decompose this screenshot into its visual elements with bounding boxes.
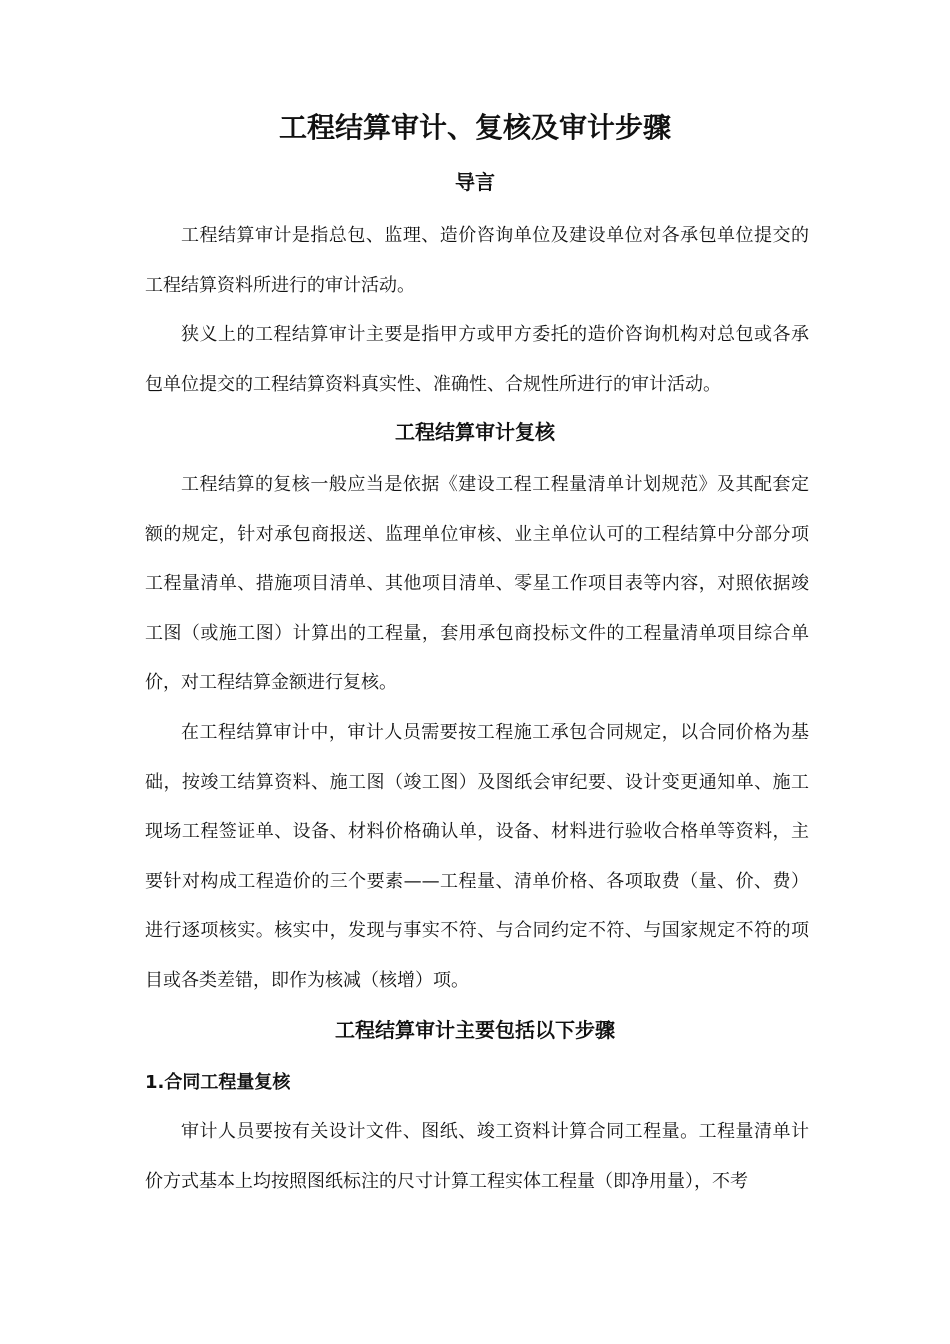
section-heading-intro: 导言: [455, 170, 495, 194]
section-heading-review: 工程结算审计复核: [395, 420, 555, 444]
document-title: 工程结算审计、复核及审计步骤: [278, 111, 671, 144]
subsection-heading-contract-quantity: 1.合同工程量复核: [145, 1072, 291, 1093]
review-paragraph-1: 工程结算的复核一般应当是依据《建设工程工程量清单计划规范》及其配套定额的规定，针对承包商报送、监理单位审核、业主单位认可的工程结算中分部分项工程量清单、措施项目清单、其他项目清单、零星工作项目表等内容，对照依据竣工图（或施工图）计算出的工程量，套用承包商投标文件的工程量清单项目综合单价，对工程结算金额进行复核。: [145, 474, 809, 694]
review-paragraph-2: 在工程结算审计中，审计人员需要按工程施工承包合同规定，以合同价格为基础，按竣工结算资料、施工图（竣工图）及图纸会审纪要、设计变更通知单、施工现场工程签证单、设备、材料价格确认单，设备、材料进行验收合格单等资料，主要针对构成工程造价的三个要素——工程量、清单价格、各项取费（量、价、费）进行逐项核实。核实中，发现与事实不符、与合同约定不符、与国家规定不符的项目或各类差错，即作为核减（核增）项。: [145, 722, 809, 991]
intro-paragraph-1: 工程结算审计是指总包、监理、造价咨询单位及建设单位对各承包单位提交的工程结算资料所进行的审计活动。: [145, 225, 809, 296]
intro-paragraph-2: 狭义上的工程结算审计主要是指甲方或甲方委托的造价咨询机构对总包或各承包单位提交的工程结算资料真实性、准确性、合规性所进行的审计活动。: [145, 324, 809, 395]
contract-quantity-paragraph: 审计人员要按有关设计文件、图纸、竣工资料计算合同工程量。工程量清单计价方式基本上均按照图纸标注的尺寸计算工程实体工程量（即净用量），不考: [145, 1121, 809, 1192]
section-heading-steps: 工程结算审计主要包括以下步骤: [335, 1018, 615, 1042]
